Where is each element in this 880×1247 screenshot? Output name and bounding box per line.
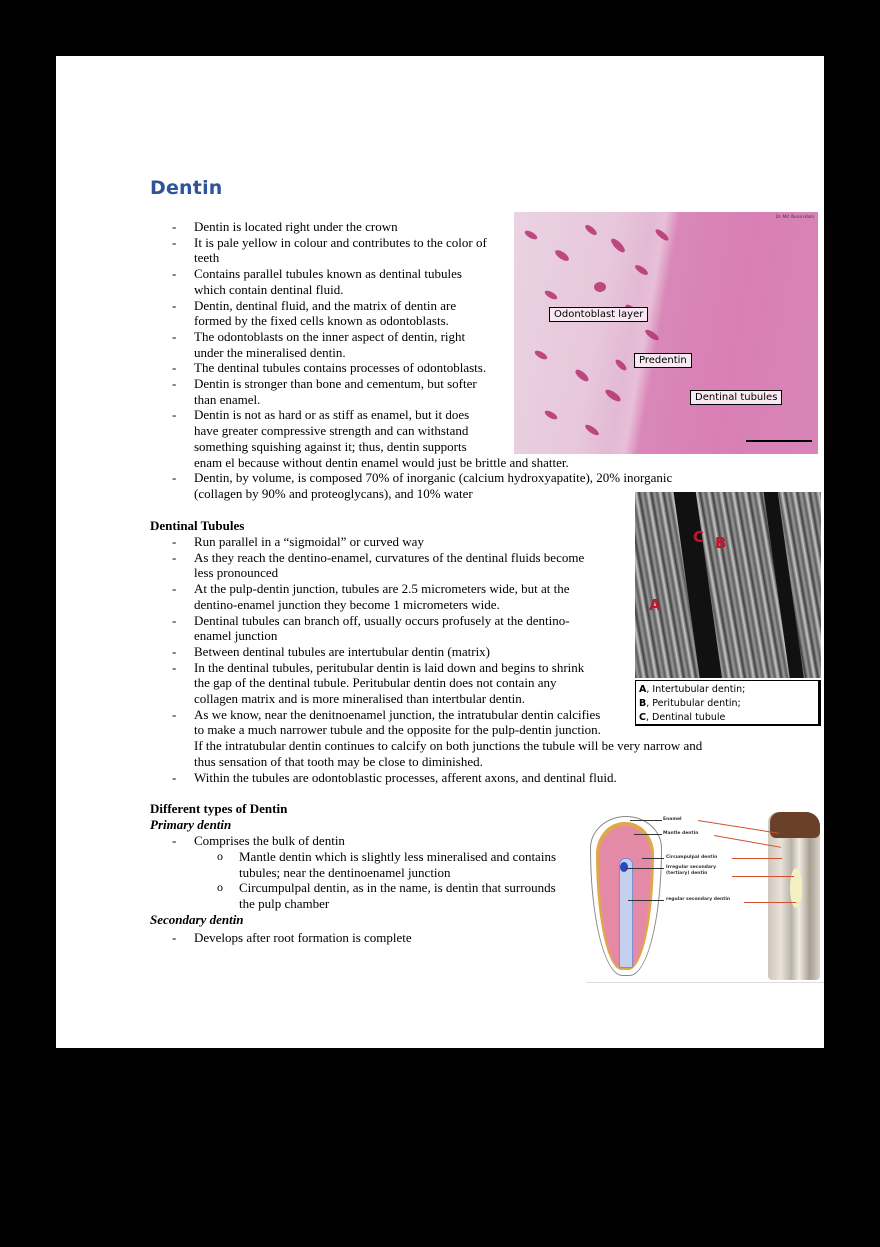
intro-bullet-line: something squishing against it; thus, dentin supports bbox=[194, 438, 467, 454]
bullet-dash: - bbox=[172, 266, 177, 282]
primary-bullet: Comprises the bulk of dentin bbox=[194, 833, 345, 848]
primary-sub-bullet-line: the pulp chamber bbox=[239, 896, 330, 912]
image-credit: Dr. Md. Nurul Islam bbox=[775, 214, 814, 219]
bullet-dash: - bbox=[172, 407, 177, 423]
intro-bullet-line: than enamel. bbox=[194, 391, 261, 407]
legend-item-c: C, Dentinal tubule bbox=[639, 712, 726, 723]
section-title-types: Different types of Dentin bbox=[150, 801, 288, 816]
bullet-dash: - bbox=[172, 470, 177, 486]
tubules-bullet-line: At the pulp-dentin junction, tubules are 2.5 micrometers wide, but at the bbox=[194, 581, 570, 597]
primary-sub-bullet-line: Mantle dentin which is slightly less mineralised and contains bbox=[239, 849, 557, 864]
label-irregular-secondary: Irregular secondary bbox=[666, 865, 717, 870]
bullet-dash: - bbox=[172, 581, 177, 597]
intro-bullet-line: Dentin is located right under the crown bbox=[194, 219, 398, 234]
intro-bullet-line: The dentinal tubules contains processes of odontoblasts. bbox=[194, 360, 487, 376]
label-mantle-dentin: Mantle dentin bbox=[663, 831, 699, 836]
bullet-dash: - bbox=[172, 769, 177, 785]
subsection-title-secondary: Secondary dentin bbox=[150, 912, 244, 927]
tooth-diagram bbox=[586, 806, 824, 983]
intro-bullet-line: Dentin is stronger than bone and cementum, but softer bbox=[194, 376, 477, 391]
tubules-bullet-line: thus sensation of that tooth may be close to diminished. bbox=[194, 753, 483, 769]
section-title-dentinal-tubules: Dentinal Tubules bbox=[150, 518, 245, 533]
bullet-dash: - bbox=[172, 534, 177, 549]
subsection-title-primary: Primary dentin bbox=[150, 817, 232, 832]
histology-image bbox=[514, 212, 818, 454]
tubules-bullet-line: If the intratubular dentin continues to calcify on both junctions the tubule will be very narrow and bbox=[194, 738, 703, 754]
bullet-dash: - bbox=[172, 833, 177, 848]
intro-bullet-line: It is pale yellow in colour and contributes to the color of bbox=[194, 234, 487, 250]
primary-sub-bullet-line: Circumpulpal dentin, as in the name, is dentin that surrounds bbox=[239, 880, 556, 896]
intro-bullet-line: (collagen by 90% and proteoglycans), and 10% water bbox=[194, 485, 473, 501]
sub-bullet-circle: o bbox=[217, 880, 223, 895]
intro-bullet-line: under the mineralised dentin. bbox=[194, 344, 346, 360]
label-odontoblast-layer: Odontoblast layer bbox=[549, 307, 648, 322]
label-dentinal-tubules: Dentinal tubules bbox=[690, 390, 782, 405]
tubules-bullet-line: As we know, near the denitnoenamel junction, the intratubular dentin calcifies bbox=[194, 706, 601, 722]
document-page bbox=[56, 56, 824, 1048]
tubules-bullet-line: collagen matrix and is more mineralised than intertbular dentin. bbox=[194, 691, 526, 706]
intro-bullet-line: enam el because without dentin enamel would just be brittle and shatter. bbox=[194, 454, 569, 470]
bullet-dash: - bbox=[172, 376, 177, 391]
intro-bullet-line: The odontoblasts on the inner aspect of dentin, right bbox=[194, 328, 466, 344]
legend-item-b: B, Peritubular dentin; bbox=[639, 698, 741, 709]
bullet-dash: - bbox=[172, 659, 177, 675]
intro-bullet-line: formed by the fixed cells known as odontoblasts. bbox=[194, 313, 449, 329]
tubules-bullet-line: to make a much narrower tubule and the opposite for the pulp-dentin junction. bbox=[194, 722, 601, 738]
secondary-bullet: Develops after root formation is complete bbox=[194, 930, 412, 945]
label-enamel: Enamel bbox=[663, 817, 682, 822]
page-title: Dentin bbox=[150, 177, 223, 199]
tubules-bullet-line: enamel junction bbox=[194, 628, 278, 644]
intro-bullet-line: which contain dentinal fluid. bbox=[194, 281, 344, 297]
intro-bullet-line: teeth bbox=[194, 250, 220, 266]
tubules-bullet-line: In the dentinal tubules, peritubular dentin is laid down and begins to shrink bbox=[194, 659, 585, 675]
sem-letter-a: A bbox=[649, 596, 661, 614]
label-tertiary-dentin: (tertiary) dentin bbox=[666, 871, 708, 876]
scale-bar bbox=[746, 440, 812, 442]
label-predentin: Predentin bbox=[634, 353, 692, 368]
tubules-bullet-line: Run parallel in a “sigmoidal” or curved way bbox=[194, 534, 424, 549]
bullet-dash: - bbox=[172, 706, 177, 722]
intro-bullet-line: Contains parallel tubules known as dentinal tubules bbox=[194, 266, 462, 282]
label-circumpulpal-dentin: Circumpulpal dentin bbox=[666, 855, 718, 860]
tubules-bullet-line: As they reach the dentino-enamel, curvatures of the dentinal fluids become bbox=[194, 549, 585, 565]
bullet-dash: - bbox=[172, 643, 177, 659]
bullet-dash: - bbox=[172, 234, 177, 250]
sem-tubule-image bbox=[635, 492, 821, 678]
primary-sub-bullet-line: tubules; near the dentinoenamel junction bbox=[239, 864, 451, 880]
tubules-bullet-line: dentino-enamel junction they become 1 micrometers wide. bbox=[194, 596, 500, 612]
sem-letter-b: B bbox=[715, 534, 727, 552]
bullet-dash: - bbox=[172, 549, 177, 565]
intro-bullet-line: Dentin, by volume, is composed 70% of inorganic (calcium hydroxyapatite), 20% inorganic bbox=[194, 470, 673, 486]
bullet-dash: - bbox=[172, 219, 177, 234]
tubules-bullet-line: the gap of the dentinal tubule. Peritubular dentin does not contain any bbox=[194, 675, 557, 691]
bullet-dash: - bbox=[172, 360, 177, 376]
tubules-bullet-line: Between dentinal tubules are intertubular dentin (matrix) bbox=[194, 643, 491, 659]
bullet-dash: - bbox=[172, 612, 177, 628]
bullet-dash: - bbox=[172, 297, 177, 313]
sub-bullet-circle: o bbox=[217, 849, 223, 863]
intro-bullet-line: have greater compressive strength and can withstand bbox=[194, 423, 469, 439]
tubules-bullet-line: Within the tubules are odontoblastic processes, afferent axons, and dentinal fluid. bbox=[194, 769, 617, 785]
label-regular-secondary-dentin: regular secondary dentin bbox=[666, 897, 731, 902]
legend-item-a: A, Intertubular dentin; bbox=[639, 684, 746, 695]
tubules-bullet-line: Dentinal tubules can branch off, usually occurs profusely at the dentino- bbox=[194, 612, 570, 628]
intro-bullet-line: Dentin, dentinal fluid, and the matrix of dentin are bbox=[194, 297, 457, 313]
sem-letter-c: C bbox=[693, 528, 705, 546]
bullet-dash: - bbox=[172, 328, 177, 344]
intro-bullet-line: Dentin is not as hard or as stiff as enamel, but it does bbox=[194, 407, 470, 423]
sem-legend bbox=[635, 680, 821, 726]
bullet-dash: - bbox=[172, 930, 177, 945]
tubules-bullet-line: less pronounced bbox=[194, 565, 279, 581]
